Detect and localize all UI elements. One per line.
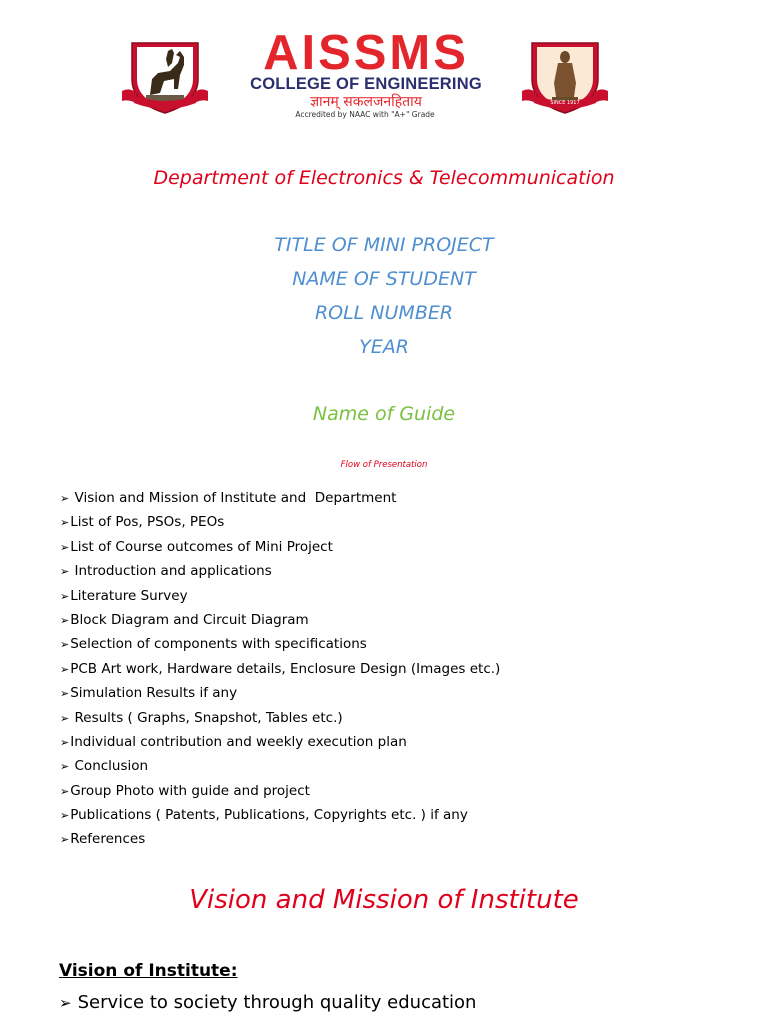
flow-list-item	[60, 535, 720, 559]
equestrian-statue-crest-icon	[120, 33, 210, 115]
flow-item-text: Introduction and applications	[70, 563, 272, 580]
arrow-bullet-icon: ➢	[60, 687, 70, 701]
presentation-flow-list	[60, 486, 720, 852]
arrow-bullet-icon: ➢	[60, 809, 70, 823]
flow-list-item	[60, 779, 720, 803]
flow-item-text: Individual contribution and weekly execution plan	[70, 733, 407, 750]
flow-item-text: Simulation Results if any	[70, 685, 238, 702]
arrow-bullet-icon: ➢	[60, 711, 70, 725]
flow-item-text: PCB Art work, Hardware details, Enclosure Design (Images etc.)	[70, 660, 501, 677]
accreditation-note: Accredited by NAAC with "A+" Grade	[295, 110, 435, 119]
arrow-bullet-icon: ➢	[60, 565, 70, 579]
standing-statue-crest-icon	[520, 33, 610, 115]
arrow-bullet-icon: ➢	[60, 540, 70, 554]
section-title: Vision and Mission of Institute	[189, 885, 579, 915]
flow-list-item	[60, 827, 720, 851]
svg-text:SINCE 1917: SINCE 1917	[550, 100, 580, 106]
flow-item-text: Literature Survey	[70, 587, 188, 604]
flow-list-item	[60, 510, 720, 534]
flow-item-text: Block Diagram and Circuit Diagram	[70, 611, 309, 628]
college-header-banner	[115, 25, 615, 125]
brand-name: AISSMS	[263, 26, 469, 80]
flow-list-item	[60, 584, 720, 608]
flow-heading: Flow of Presentation	[340, 460, 428, 470]
flow-item-text: List of Course outcomes of Mini Project	[70, 538, 333, 555]
year-placeholder: YEAR	[359, 336, 409, 358]
flow-item-text: Group Photo with guide and project	[70, 782, 310, 799]
flow-item-text: List of Pos, PSOs, PEOs	[70, 514, 225, 531]
arrow-bullet-icon: ➢	[60, 833, 70, 847]
arrow-bullet-icon: ➢	[60, 638, 70, 652]
flow-item-text: Results ( Graphs, Snapshot, Tables etc.)	[70, 709, 343, 726]
flow-list-item	[60, 706, 720, 730]
project-title-placeholder: TITLE OF MINI PROJECT	[274, 234, 494, 256]
flow-list-item	[60, 559, 720, 583]
student-name-placeholder: NAME OF STUDENT	[292, 268, 476, 290]
roll-number-placeholder: ROLL NUMBER	[314, 302, 454, 324]
vision-heading: Vision of Institute:	[59, 961, 238, 981]
flow-list-item	[60, 803, 720, 827]
arrow-bullet-icon: ➢	[60, 760, 70, 774]
arrow-bullet-icon: ➢	[59, 994, 72, 1012]
flow-list-item	[60, 657, 720, 681]
college-name: COLLEGE OF ENGINEERING	[250, 75, 482, 93]
college-motto: ज्ञानम् सकलजनहिताय	[310, 94, 422, 110]
flow-item-text: References	[70, 831, 146, 848]
arrow-bullet-icon: ➢	[60, 735, 70, 749]
arrow-bullet-icon: ➢	[60, 662, 70, 676]
flow-list-item	[60, 681, 720, 705]
department-title: Department of Electronics & Telecommunication	[153, 167, 615, 189]
flow-item-text: Publications ( Patents, Publications, Copyrights etc. ) if any	[70, 807, 468, 824]
arrow-bullet-icon: ➢	[60, 613, 70, 627]
flow-item-text: Vision and Mission of Institute and Department	[70, 490, 397, 506]
flow-list-item	[60, 486, 720, 510]
arrow-bullet-icon: ➢	[60, 784, 70, 798]
flow-item-text: Selection of components with specifications	[70, 636, 367, 653]
arrow-bullet-icon: ➢	[60, 589, 70, 603]
flow-item-text: Conclusion	[70, 758, 149, 775]
arrow-bullet-icon: ➢	[60, 516, 70, 530]
flow-list-item	[60, 632, 720, 656]
guide-name-placeholder: Name of Guide	[312, 403, 456, 425]
vision-item-text: Service to society through quality education	[77, 992, 477, 1013]
flow-list-item	[60, 608, 720, 632]
arrow-bullet-icon: ➢	[60, 492, 70, 505]
flow-list-item	[60, 754, 720, 778]
flow-list-item	[60, 730, 720, 754]
vision-list-item	[59, 990, 476, 1016]
